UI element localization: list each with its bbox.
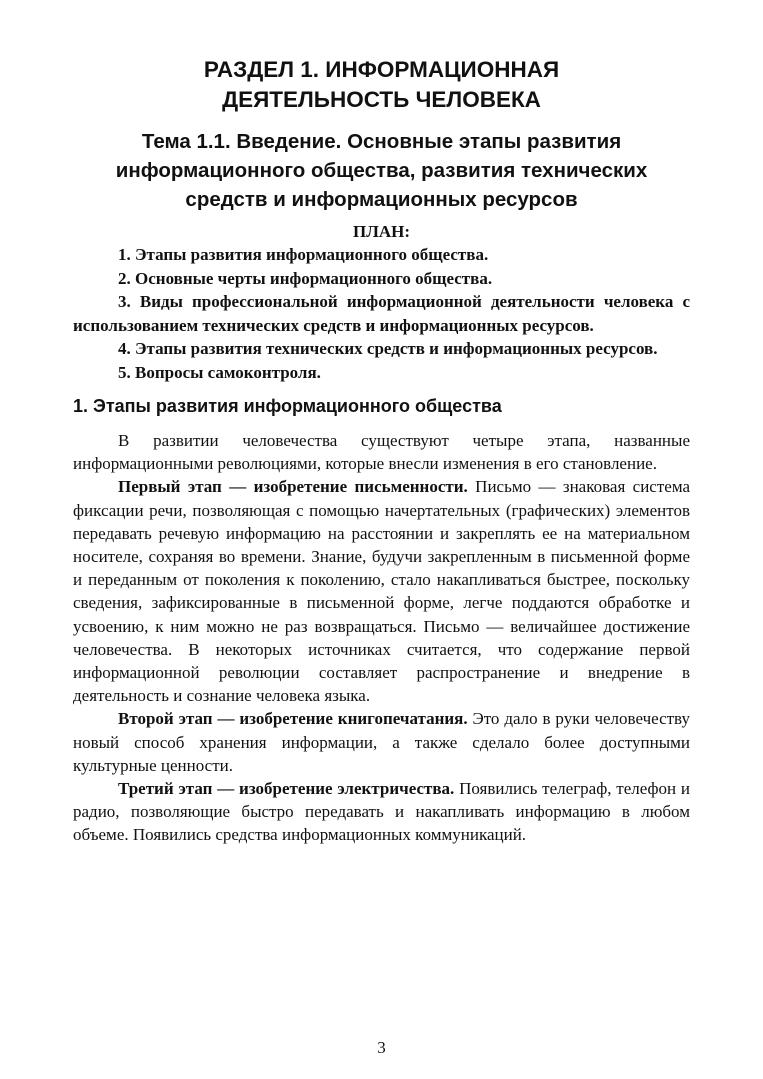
paragraph-text: В развитии человечества существуют четыре этапа, названные информационными революциями, которые внесли изменения в его становление. xyxy=(73,431,690,474)
section-title-line1: РАЗДЕЛ 1. ИНФОРМАЦИОННАЯ xyxy=(203,57,560,82)
plan-list xyxy=(73,243,690,384)
paragraph-text: Появились телеграф, телефон и радио, позволяющие быстро передавать и накапливать информацию в любом объеме. Появились средства информационных коммуникаций. xyxy=(73,779,691,845)
plan-item: 2. Основные черты информационного общества. xyxy=(118,268,493,288)
plan-title: ПЛАН: xyxy=(352,222,411,241)
topic-title-line2: информационного общества, развития технических xyxy=(115,159,648,182)
subsection-heading: 1. Этапы развития информационного общества xyxy=(73,396,502,416)
paragraph-second-stage xyxy=(73,707,690,777)
plan-item: 1. Этапы развития информационного общества. xyxy=(118,245,489,264)
topic-title-line1: Тема 1.1. Введение. Основные этапы развития xyxy=(141,130,622,153)
plan-item: 3. Виды профессиональной информационной деятельности человека с использованием технических средств и информационных ресурсов. xyxy=(73,292,690,335)
paragraph-third-stage xyxy=(73,777,690,847)
paragraph-lead: Третий этап — изобретение электричества. xyxy=(118,779,455,799)
page-number: 3 xyxy=(377,1038,386,1057)
plan-item: 5. Вопросы самоконтроля. xyxy=(118,362,321,382)
section-title xyxy=(73,55,690,115)
paragraph-text: Это дало в руки человечеству новый способ хранения информации, а также сделало более доступными культурные ценности. xyxy=(73,709,691,775)
paragraph-first-stage xyxy=(73,475,690,707)
paragraph-lead: Первый этап — изобретение письменности. xyxy=(118,477,468,497)
paragraph-lead: Второй этап — изобретение книгопечатания. xyxy=(118,709,468,729)
page-content xyxy=(73,55,690,847)
paragraph-text: Письмо — знаковая система фиксации речи, позволяющая с помощью начертательных (графических) элементов передавать речевую информацию на расстоянии и закреплять ее на материальном носителе, сохраняя во времени. Знание, будучи закрепленным в письменной форме и переданным от поколения к поколению, стало накапливаться быстрее, поскольку сведения, зафиксированные в письменной форме, легче поддаются обработке и усвоению, к ним можно не раз возвращаться. Письмо — величайшее достижение человечества. В некоторых источниках считается, что содержание первой информационной революции составляет распространение и внедрение в деятельность и сознание человека языка. xyxy=(73,477,690,706)
plan-item: 4. Этапы развития технических средств и информационных ресурсов. xyxy=(118,339,658,358)
section-title-line2: ДЕЯТЕЛЬНОСТЬ ЧЕЛОВЕКА xyxy=(222,87,541,112)
topic-title xyxy=(73,127,690,214)
topic-title-line3: средств и информационных ресурсов xyxy=(185,188,578,211)
paragraph-intro xyxy=(73,429,690,475)
